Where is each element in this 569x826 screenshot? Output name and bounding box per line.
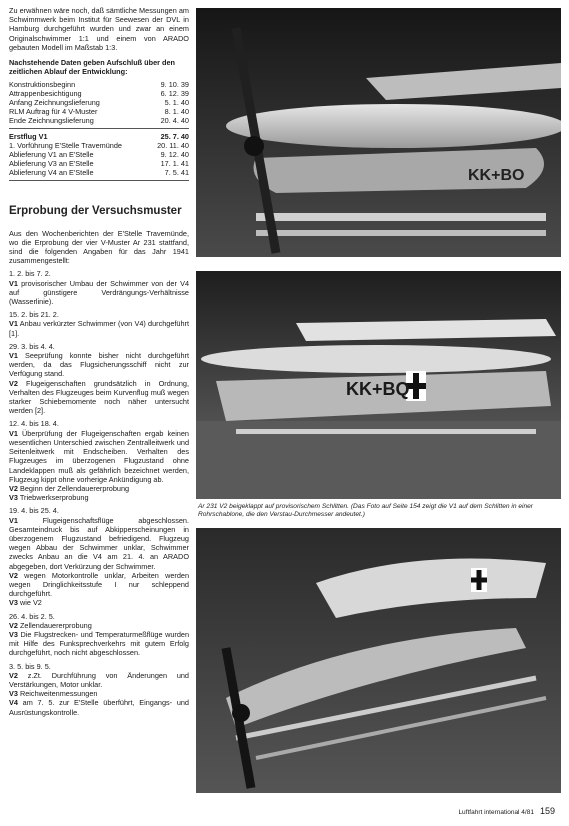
log-period: 29. 3. bis 4. 4. [9, 341, 55, 351]
log-text: wegen Motorkontrolle unklar, Arbeiten werden wegen Dringlichkeitsstufe I nur schleppend durchgeführt. [9, 570, 189, 599]
log-item [9, 689, 189, 698]
log-item [9, 319, 189, 337]
timeline-label: Ende Zeichnungslieferung [9, 116, 94, 126]
timeline-date: 17. 1. 41 [160, 159, 189, 169]
log-item [9, 516, 189, 571]
prototype-label: V3 [9, 493, 18, 503]
timeline-date: 25. 7. 40 [160, 132, 189, 142]
prototype-label: V1 [9, 351, 18, 361]
log-text: Flugeigenschaften grundsätzlich in Ordnung, Verhalten des Flugzeuges beim Kurvenflug muß wegen starker Schiebemomente noch näher untersucht werden [2]. [9, 378, 190, 416]
log-item [9, 351, 189, 379]
timeline-label: Ablieferung V1 an E'Stelle [9, 150, 94, 160]
prototype-label: V2 [9, 570, 18, 580]
log-period: 3. 5. bis 9. 5. [9, 661, 51, 671]
photo-aircraft-side [196, 271, 561, 499]
log-item [9, 598, 189, 607]
section-intro: Aus den Wochenberichten der E'Stelle Travemünde, wo die Erprobung der vier V-Muster Ar 231 stattfand, sind die folgenden Angaben für das Jahr 1941 zusammengestellt: [9, 228, 189, 266]
timeline-row [9, 98, 189, 107]
log-period: 15. 2. bis 21. 2. [9, 310, 59, 320]
prototype-label: V2 [9, 483, 18, 493]
log-text: Überprüfung der Flugeigenschaften ergab keinen wesentlichen Unterschied zwischen Zentralleitwerk und Seitenleitwerk mit Endscheiben. Verhalten des Flugzeuges im überzogenen Flugzustand ohne Landeklappen muß als gefährlich bezeichnet werden, Flugzeug kippt ohne vorherige Ankündigung ab. [9, 428, 189, 484]
log-entry [9, 269, 189, 306]
timeline-label: Ablieferung V3 an E'Stelle [9, 159, 94, 169]
log-entry [9, 506, 189, 607]
log-text: Zellendauererprobung [19, 620, 92, 630]
log-text: Triebwerkserprobung [19, 493, 89, 503]
timeline-label: Ablieferung V4 an E'Stelle [9, 168, 94, 178]
timeline-row [9, 89, 189, 98]
log-text: z.Zt. Durchführung von Änderungen und Verstärkungen, Motor unklar. [9, 670, 189, 689]
timeline-row [9, 132, 189, 141]
timeline-table [9, 80, 189, 125]
timeline-row [9, 107, 189, 116]
prototype-label: V1 [9, 428, 18, 438]
timeline-row [9, 141, 189, 150]
log-text: Flugeigenschaftsflüge abgeschlossen. Gesamteindruck bis auf Abkipperscheinungen in überzogenem Flugzustand befriedigend. Flugzeug wegen Abbau der Schwimmer unklar, Schwimmer zwecks Anbau an die V4 am 21. 4. an ARADO abgegeben, dort Verkürzung der Schwimmer. [9, 515, 189, 571]
log-item [9, 279, 189, 307]
trial-log [9, 269, 189, 716]
log-text: Die Flugstrecken- und Temperaturmeßflüge wurden mit Hilfe des Funksprechverkehrs mit gutem Erfolg durchgeführt, noch nicht abgeschlossen. [9, 629, 189, 658]
registration-marking: KK+BQ [346, 379, 410, 399]
timeline-label: Attrappenbesichtigung [9, 89, 82, 99]
timeline-label: Erstflug V1 [9, 132, 48, 142]
timeline-date: 6. 12. 39 [160, 89, 189, 99]
timeline-date: 7. 5. 41 [164, 168, 189, 178]
timeline-row [9, 159, 189, 168]
prototype-label: V1 [9, 319, 18, 329]
magazine-name: Luftfahrt international 4/81 [458, 809, 534, 816]
log-period: 12. 4. bis 18. 4. [9, 419, 59, 429]
log-item [9, 379, 189, 416]
log-text: Anbau verkürzter Schwimmer (von V4) durchgeführt [1]. [9, 319, 189, 338]
log-text: Reichweitenmessungen [19, 689, 98, 699]
log-entry [9, 662, 189, 717]
log-item [9, 671, 189, 689]
log-period: 1. 2. bis 7. 2. [9, 269, 51, 279]
photo-caption: Ar 231 V2 beigeklappt auf provisorischem Schlitten. (Das Foto auf Seite 154 zeigt die V1 auf dem Schlitten in einer Rohrschablone, die den Verstau-Durchmesser andeutet.) [198, 503, 534, 518]
log-item [9, 429, 189, 484]
section-heading: Erprobung der Versuchsmuster [9, 205, 182, 218]
page-footer [458, 806, 555, 816]
photo-aircraft-front [196, 8, 561, 257]
prototype-label: V4 [9, 698, 18, 708]
timeline-row [9, 168, 189, 177]
timeline-label: 1. Vorführung E'Stelle Travemünde [9, 141, 122, 151]
log-item [9, 484, 189, 493]
timeline-row [9, 116, 189, 125]
prototype-label: V1 [9, 278, 18, 288]
timeline-table-2 [9, 132, 189, 177]
prototype-label: V2 [9, 620, 18, 630]
timeline-date: 20. 11. 40 [157, 141, 189, 151]
log-text: Seeprüfung konnte bisher nicht durchgeführt werden, da das Flugsicherungsschiff nicht zur Verfügung stand. [9, 351, 189, 379]
prototype-label: V2 [9, 378, 18, 388]
timeline-date: 20. 4. 40 [160, 116, 189, 126]
timeline-date: 8. 1. 40 [164, 107, 189, 117]
log-text: provisorischer Umbau der Schwimmer von der V4 auf günstigere Verdrängungs-Verhältnisse (Wasserlinie). [9, 278, 190, 307]
log-entry [9, 612, 189, 658]
timeline-date: 5. 1. 40 [164, 98, 189, 108]
prototype-label: V3 [9, 598, 18, 608]
log-text: am 7. 5. zur E'Stelle überführt, Eingangs- und Ausrüstungskontrolle. [9, 698, 189, 717]
log-period: 26. 4. bis 2. 5. [9, 611, 55, 621]
timeline-date: 9. 10. 39 [160, 80, 189, 90]
timeline-label: Anfang Zeichnungslieferung [9, 98, 100, 108]
timeline-row [9, 150, 189, 159]
prototype-label: V1 [9, 515, 18, 525]
divider [9, 128, 189, 129]
log-item [9, 698, 189, 716]
text-column [9, 6, 189, 721]
log-text: wie V2 [19, 598, 42, 608]
log-item [9, 493, 189, 502]
timeline-date: 9. 12. 40 [160, 150, 189, 160]
log-text: Beginn der Zellendauererprobung [19, 483, 130, 493]
timeline-label: Konstruktionsbeginn [9, 80, 76, 90]
divider [9, 180, 189, 181]
log-entry [9, 419, 189, 502]
page-number: 159 [539, 806, 555, 816]
log-item [9, 621, 189, 630]
intro-paragraph: Zu erwähnen wäre noch, daß sämtliche Messungen am Schwimmwerk beim Institut für Seewesen der DVL in Hamburg durchgeführt wurden und zwar an einem Originalschwimmer 1:1 und einem von ARADO gebauten Modell im Maßstab 1:3. [9, 6, 189, 52]
log-period: 19. 4. bis 25. 4. [9, 506, 59, 516]
log-entry [9, 310, 189, 338]
prototype-label: V3 [9, 629, 18, 639]
registration-marking: KK+BO [468, 167, 525, 184]
log-entry [9, 342, 189, 416]
timeline-heading: Nachstehende Daten geben Aufschluß über den zeitlichen Ablauf der Entwicklung: [9, 58, 175, 77]
photo-aircraft-on-sled [196, 528, 561, 793]
log-item [9, 571, 189, 599]
timeline-row [9, 80, 189, 89]
prototype-label: V2 [9, 670, 18, 680]
prototype-label: V3 [9, 689, 18, 699]
log-item [9, 630, 189, 658]
timeline-label: RLM Auftrag für 4 V-Muster [9, 107, 98, 117]
